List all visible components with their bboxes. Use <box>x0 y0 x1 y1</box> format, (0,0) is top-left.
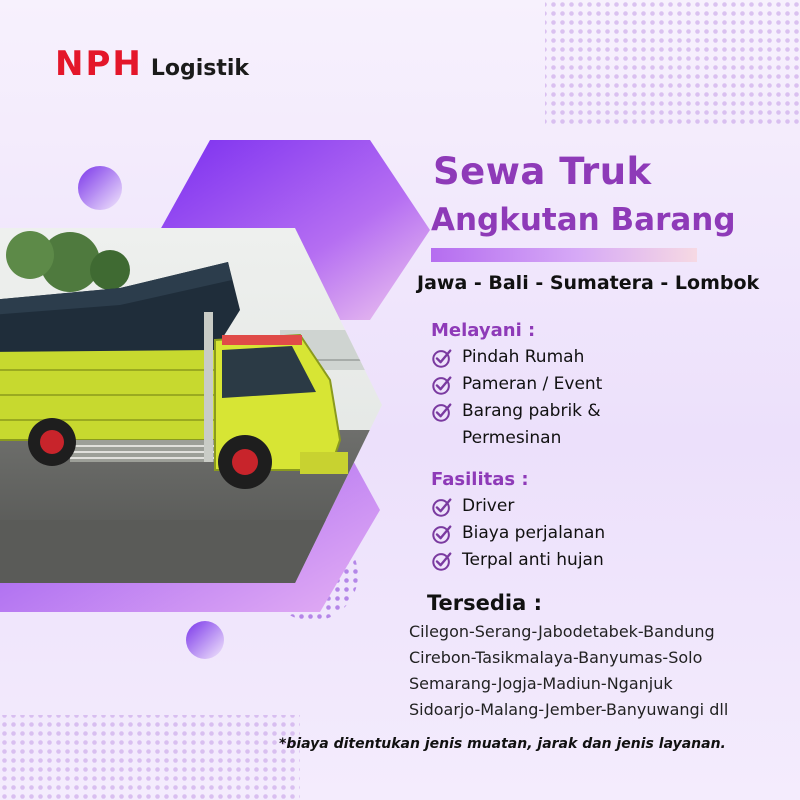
service-regions: Jawa - Bali - Sumatera - Lombok <box>417 272 760 294</box>
list-item-label-line-2: Permesinan <box>462 428 562 448</box>
decor-ball-bottom <box>186 621 224 659</box>
route-line: Cirebon-Tasikmalaya-Banyumas-Solo <box>409 648 703 667</box>
list-item <box>431 347 602 374</box>
check-circle-icon <box>431 401 453 423</box>
list-item <box>431 523 605 550</box>
list-item-label: Terpal anti hujan <box>462 550 604 570</box>
logo-subtitle: Logistik <box>150 56 250 81</box>
route-list <box>409 622 728 726</box>
pricing-footnote: *biaya ditentukan jenis muatan, jarak dan jenis layanan. <box>279 736 726 752</box>
dot-pattern-top-right <box>545 0 800 125</box>
check-circle-icon <box>431 496 453 518</box>
list-item-label: Pindah Rumah <box>462 347 585 367</box>
route-line: Semarang-Jogja-Madiun-Nganjuk <box>409 674 673 693</box>
check-circle-icon <box>431 523 453 545</box>
headline-line-1: Sewa Truk <box>433 150 652 193</box>
list-item <box>431 496 605 523</box>
dot-pattern-bottom-left <box>0 715 300 800</box>
list-item-label-line-1: Barang pabrik & <box>462 401 601 421</box>
list-item <box>431 374 602 401</box>
list-item-label: Driver <box>462 496 515 516</box>
services-list <box>431 347 602 455</box>
route-line: Sidoarjo-Malang-Jember-Banyuwangi dll <box>409 700 729 719</box>
logo-brand: NPH <box>55 44 143 84</box>
facilities-list <box>431 496 605 577</box>
list-item <box>431 401 602 455</box>
services-heading: Melayani : <box>431 320 536 341</box>
check-circle-icon <box>431 374 453 396</box>
list-item-label: Biaya perjalanan <box>462 523 606 543</box>
list-item-label: Pameran / Event <box>462 374 603 394</box>
headline-line-2: Angkutan Barang <box>431 202 736 238</box>
list-item-label <box>462 398 601 452</box>
facilities-heading: Fasilitas : <box>431 469 529 490</box>
availability-heading: Tersedia : <box>427 591 542 615</box>
logo <box>55 44 249 84</box>
list-item <box>431 550 605 577</box>
check-circle-icon <box>431 550 453 572</box>
check-circle-icon <box>431 347 453 369</box>
decor-ball-top <box>78 166 122 210</box>
route-line: Cilegon-Serang-Jabodetabek-Bandung <box>409 622 715 641</box>
headline-underline <box>431 248 697 262</box>
